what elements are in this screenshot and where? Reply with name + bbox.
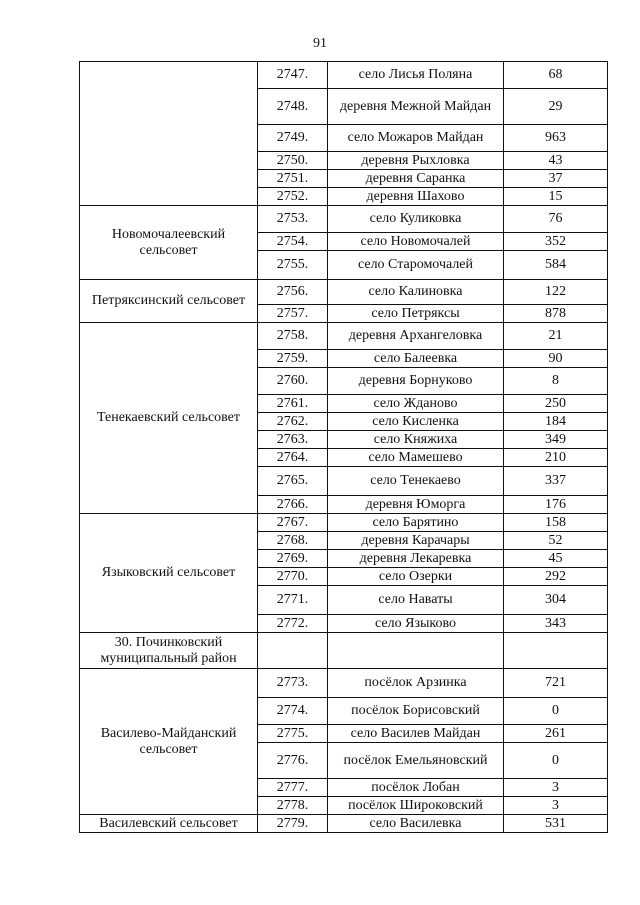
settlement-name-cell: село Петряксы bbox=[328, 305, 504, 323]
population-cell: 584 bbox=[504, 251, 608, 280]
row-number-cell: 2748. bbox=[258, 89, 328, 125]
row-number-cell: 2776. bbox=[258, 743, 328, 779]
settlement-name-cell: деревня Рыхловка bbox=[328, 152, 504, 170]
settlement-name-cell: село Старомочалей bbox=[328, 251, 504, 280]
row-number-cell: 2755. bbox=[258, 251, 328, 280]
row-number-cell: 2757. bbox=[258, 305, 328, 323]
row-number-cell: 2765. bbox=[258, 467, 328, 496]
page-number: 91 bbox=[313, 36, 327, 51]
population-cell: 3 bbox=[504, 797, 608, 815]
row-number-cell: 2756. bbox=[258, 280, 328, 305]
row-number-cell: 2749. bbox=[258, 125, 328, 152]
settlement-name-cell bbox=[328, 633, 504, 669]
population-cell: 963 bbox=[504, 125, 608, 152]
settlement-name-cell: деревня Лекаревка bbox=[328, 550, 504, 568]
row-number-cell: 2762. bbox=[258, 413, 328, 431]
row-number-cell: 2775. bbox=[258, 725, 328, 743]
settlement-name-cell: село Куликовка bbox=[328, 206, 504, 233]
settlement-name-cell: деревня Архангеловка bbox=[328, 323, 504, 350]
population-cell: 292 bbox=[504, 568, 608, 586]
settlement-name-cell: село Тенекаево bbox=[328, 467, 504, 496]
table-row bbox=[80, 62, 608, 89]
population-cell: 210 bbox=[504, 449, 608, 467]
population-cell: 43 bbox=[504, 152, 608, 170]
row-number-cell: 2759. bbox=[258, 350, 328, 368]
row-number-cell: 2758. bbox=[258, 323, 328, 350]
row-number-cell: 2772. bbox=[258, 615, 328, 633]
row-number-cell: 2763. bbox=[258, 431, 328, 449]
settlement-name-cell: село Лисья Поляна bbox=[328, 62, 504, 89]
row-number-cell: 2766. bbox=[258, 496, 328, 514]
population-cell: 21 bbox=[504, 323, 608, 350]
settlement-name-cell: деревня Межной Майдан bbox=[328, 89, 504, 125]
population-cell: 721 bbox=[504, 669, 608, 698]
settlement-name-cell: село Можаров Майдан bbox=[328, 125, 504, 152]
row-number-cell: 2779. bbox=[258, 815, 328, 833]
population-cell: 878 bbox=[504, 305, 608, 323]
settlement-name-cell: село Василев Майдан bbox=[328, 725, 504, 743]
settlement-name-cell: посёлок Широковский bbox=[328, 797, 504, 815]
settlement-name-cell: деревня Юморга bbox=[328, 496, 504, 514]
table-row bbox=[80, 669, 608, 698]
row-number-cell: 2769. bbox=[258, 550, 328, 568]
table-row bbox=[80, 633, 608, 669]
row-number-cell: 2751. bbox=[258, 170, 328, 188]
population-cell: 349 bbox=[504, 431, 608, 449]
settlement-name-cell: деревня Шахово bbox=[328, 188, 504, 206]
row-number-cell: 2761. bbox=[258, 395, 328, 413]
population-cell: 352 bbox=[504, 233, 608, 251]
settlement-name-cell: село Василевка bbox=[328, 815, 504, 833]
district-cell: Василево-Майданский сельсовет bbox=[80, 669, 258, 815]
population-cell: 52 bbox=[504, 532, 608, 550]
population-cell: 15 bbox=[504, 188, 608, 206]
population-cell: 337 bbox=[504, 467, 608, 496]
row-number-cell: 2750. bbox=[258, 152, 328, 170]
population-cell: 184 bbox=[504, 413, 608, 431]
population-cell: 8 bbox=[504, 368, 608, 395]
population-cell: 261 bbox=[504, 725, 608, 743]
population-cell: 531 bbox=[504, 815, 608, 833]
population-cell bbox=[504, 633, 608, 669]
row-number-cell: 2752. bbox=[258, 188, 328, 206]
row-number-cell: 2777. bbox=[258, 779, 328, 797]
settlement-name-cell: село Балеевка bbox=[328, 350, 504, 368]
row-number-cell: 2764. bbox=[258, 449, 328, 467]
population-cell: 90 bbox=[504, 350, 608, 368]
row-number-cell: 2753. bbox=[258, 206, 328, 233]
settlement-name-cell: посёлок Емельяновский bbox=[328, 743, 504, 779]
population-cell: 68 bbox=[504, 62, 608, 89]
row-number-cell: 2747. bbox=[258, 62, 328, 89]
settlements-table bbox=[79, 61, 608, 833]
settlement-name-cell: село Барятино bbox=[328, 514, 504, 532]
population-cell: 3 bbox=[504, 779, 608, 797]
row-number-cell: 2774. bbox=[258, 698, 328, 725]
settlement-name-cell: деревня Саранка bbox=[328, 170, 504, 188]
population-cell: 250 bbox=[504, 395, 608, 413]
settlement-name-cell: село Наваты bbox=[328, 586, 504, 615]
row-number-cell: 2771. bbox=[258, 586, 328, 615]
population-cell: 29 bbox=[504, 89, 608, 125]
settlement-name-cell: село Языково bbox=[328, 615, 504, 633]
settlement-name-cell: село Озерки bbox=[328, 568, 504, 586]
population-cell: 45 bbox=[504, 550, 608, 568]
settlement-name-cell: посёлок Арзинка bbox=[328, 669, 504, 698]
table-row bbox=[80, 514, 608, 532]
settlement-name-cell: село Кисленка bbox=[328, 413, 504, 431]
row-number-cell: 2760. bbox=[258, 368, 328, 395]
settlement-name-cell: посёлок Борисовский bbox=[328, 698, 504, 725]
district-cell: Языковский сельсовет bbox=[80, 514, 258, 633]
row-number-cell: 2768. bbox=[258, 532, 328, 550]
table-row bbox=[80, 323, 608, 350]
district-cell: Петряксинский сельсовет bbox=[80, 280, 258, 323]
population-cell: 0 bbox=[504, 743, 608, 779]
population-cell: 158 bbox=[504, 514, 608, 532]
table-row bbox=[80, 815, 608, 833]
population-cell: 304 bbox=[504, 586, 608, 615]
settlement-name-cell: село Калиновка bbox=[328, 280, 504, 305]
population-cell: 0 bbox=[504, 698, 608, 725]
population-cell: 122 bbox=[504, 280, 608, 305]
row-number-cell: 2770. bbox=[258, 568, 328, 586]
settlement-name-cell: село Новомочалей bbox=[328, 233, 504, 251]
settlement-name-cell: село Мамешево bbox=[328, 449, 504, 467]
district-cell: Новомочалеевский сельсовет bbox=[80, 206, 258, 280]
settlement-name-cell: село Княжиха bbox=[328, 431, 504, 449]
table-row bbox=[80, 206, 608, 233]
district-cell: Василевский сельсовет bbox=[80, 815, 258, 833]
table-body bbox=[80, 62, 608, 833]
row-number-cell: 2754. bbox=[258, 233, 328, 251]
district-cell bbox=[80, 62, 258, 206]
population-cell: 76 bbox=[504, 206, 608, 233]
row-number-cell bbox=[258, 633, 328, 669]
row-number-cell: 2767. bbox=[258, 514, 328, 532]
row-number-cell: 2773. bbox=[258, 669, 328, 698]
settlement-name-cell: деревня Карачары bbox=[328, 532, 504, 550]
settlement-name-cell: посёлок Лобан bbox=[328, 779, 504, 797]
row-number-cell: 2778. bbox=[258, 797, 328, 815]
table-row bbox=[80, 280, 608, 305]
population-cell: 37 bbox=[504, 170, 608, 188]
district-cell: Тенекаевский сельсовет bbox=[80, 323, 258, 514]
population-cell: 343 bbox=[504, 615, 608, 633]
settlement-name-cell: село Жданово bbox=[328, 395, 504, 413]
settlement-name-cell: деревня Борнуково bbox=[328, 368, 504, 395]
population-cell: 176 bbox=[504, 496, 608, 514]
district-cell: 30. Починковский муниципальный район bbox=[80, 633, 258, 669]
